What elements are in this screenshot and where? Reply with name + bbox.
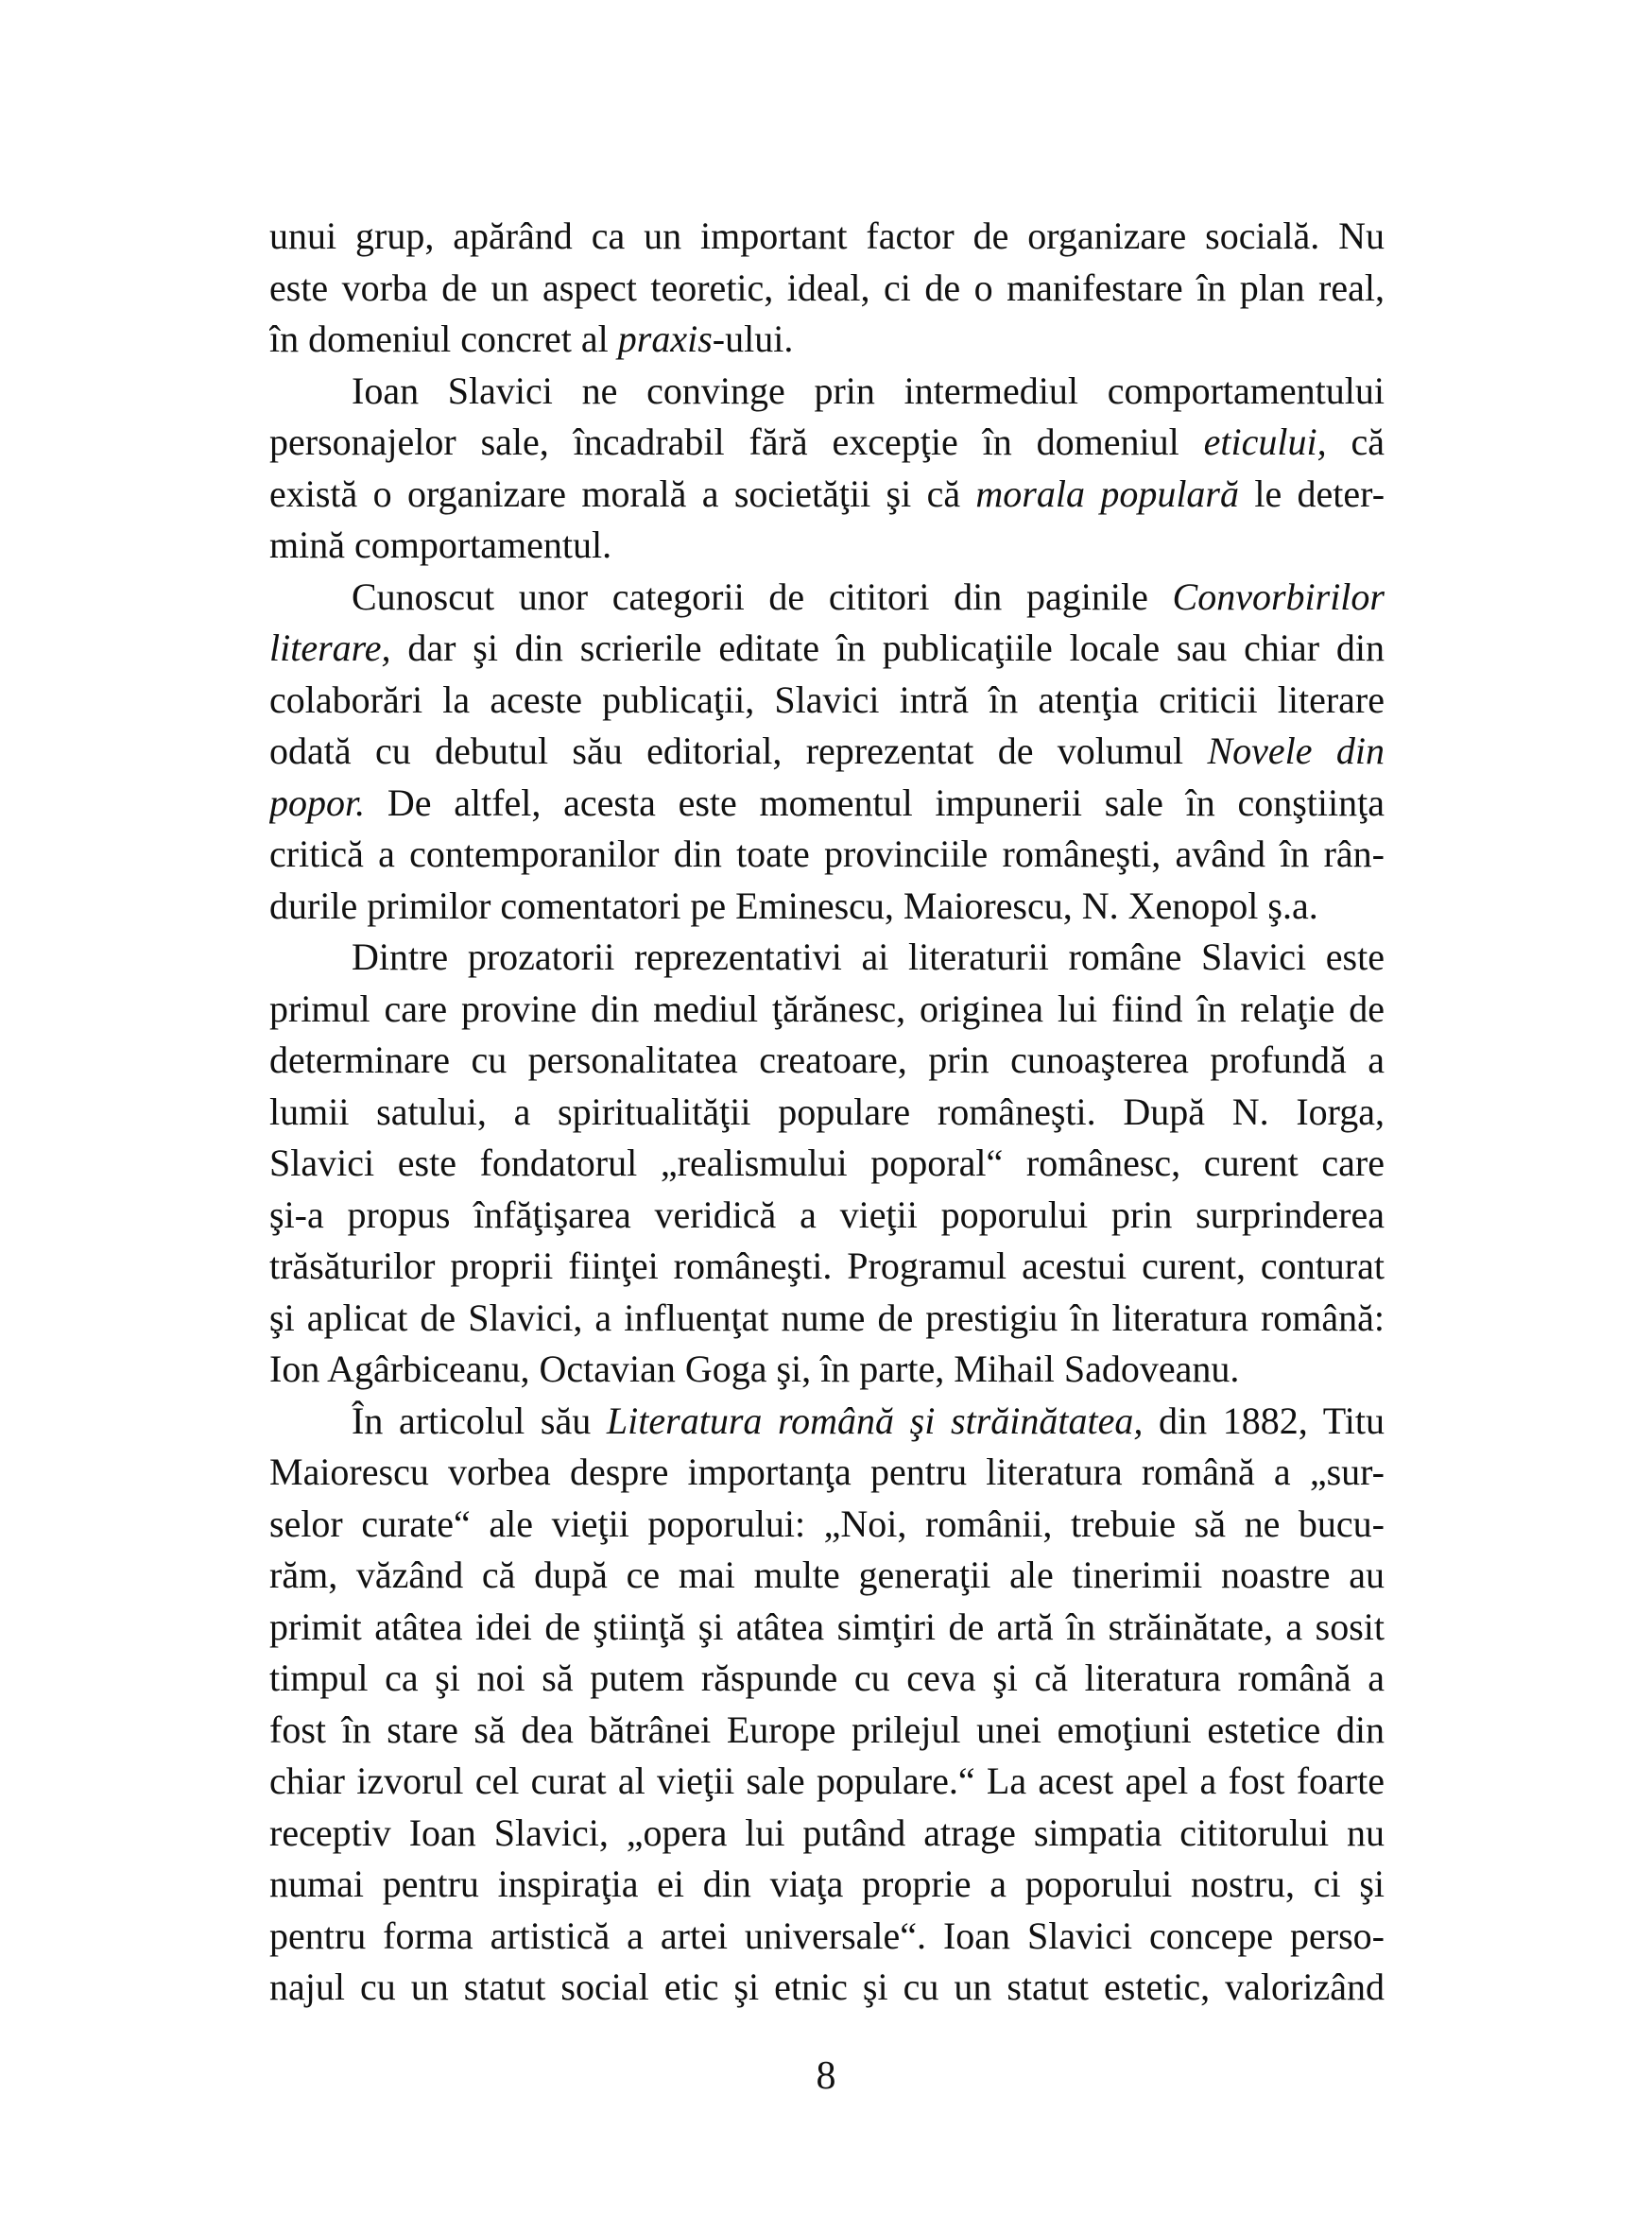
text-segment: Cunoscut unor categorii de cititori din paginile (352, 575, 1173, 618)
text-line (269, 1035, 1385, 1087)
text-segment: trăsăturilor proprii fiinţei româneşti. Programul acestui curent, conturat (269, 1245, 1385, 1287)
italic-text: praxis (617, 318, 713, 360)
text-segment: De altfel, acesta este momentul impunerii sale în conştiinţa (365, 781, 1385, 824)
text-segment: dar şi din scrierile editate în publicaţiile locale sau chiar din (390, 627, 1385, 669)
text-line (269, 675, 1385, 727)
text-line (269, 726, 1385, 778)
text-segment: chiar izvorul cel curat al vieţii sale populare.“ La acest apel a fost foarte (269, 1760, 1385, 1802)
text-line (269, 1190, 1385, 1242)
text-segment: selor curate“ ale vieţii poporului: „Noi, românii, trebuie să ne bucu- (269, 1502, 1385, 1545)
text-segment: durile primilor comentatori pe Eminescu, Maiorescu, N. Xenopol ş.a. (269, 884, 1318, 927)
page-number: 8 (816, 2054, 836, 2098)
text-segment: le deter- (1239, 472, 1385, 515)
text-line (269, 520, 1385, 572)
text-segment: şi-a propus înfăţişarea veridică a vieţii poporului prin surprinderea (269, 1193, 1385, 1236)
body-text (269, 211, 1385, 2014)
text-segment: Dintre prozatorii reprezentativi ai literaturii române Slavici este (352, 936, 1385, 978)
text-line (269, 623, 1385, 675)
text-line (269, 1859, 1385, 1911)
text-segment: din 1882, Titu (1143, 1399, 1385, 1442)
text-line (269, 211, 1385, 263)
text-segment: există o organizare morală a societăţii şi că (269, 472, 976, 515)
text-segment: unui grup, apărând ca un important factor de organizare socială. Nu (269, 215, 1385, 257)
italic-text: Literatura română şi străinătatea, (606, 1399, 1144, 1442)
text-segment: Ion Agârbiceanu, Octavian Goga şi, în parte, Mihail Sadoveanu. (269, 1348, 1240, 1390)
text-segment: fost în stare să dea bătrânei Europe prilejul unei emoţiuni estetice din (269, 1708, 1385, 1751)
text-line (269, 1705, 1385, 1757)
text-segment: Ioan Slavici ne convinge prin intermediul comportamentului (352, 369, 1385, 412)
text-line (269, 1550, 1385, 1602)
text-segment: primul care provine din mediul ţărănesc, originea lui fiind în relaţie de (269, 987, 1385, 1030)
text-line (269, 1447, 1385, 1499)
italic-text: Novele din (1207, 730, 1385, 772)
text-segment: pentru forma artistică a artei universale“. Ioan Slavici concepe perso- (269, 1914, 1385, 1957)
text-segment: Maiorescu vorbea despre importanţa pentru literatura română a „sur- (269, 1451, 1385, 1493)
text-segment: primit atâtea idei de ştiinţă şi atâtea simţiri de artă în străinătate, a sosit (269, 1605, 1385, 1648)
text-line (269, 1653, 1385, 1705)
text-line (269, 1756, 1385, 1808)
paragraph-first-line (269, 932, 1385, 984)
paragraph-first-line (269, 572, 1385, 624)
italic-text: Convorbirilor (1172, 575, 1385, 618)
text-line (269, 1087, 1385, 1139)
text-line (269, 1499, 1385, 1551)
paragraph-first-line (269, 1396, 1385, 1448)
text-segment: numai pentru inspiraţia ei din viaţa proprie a poporului nostru, ci şi (269, 1863, 1385, 1905)
paragraph-first-line (269, 366, 1385, 418)
text-segment: critică a contemporanilor din toate provinciile româneşti, având în rân- (269, 833, 1385, 875)
text-segment: receptiv Ioan Slavici, „opera lui putând atrage simpatia cititorului nu (269, 1811, 1385, 1854)
text-line (269, 984, 1385, 1036)
text-line (269, 469, 1385, 521)
italic-text: popor. (269, 781, 366, 824)
text-line (269, 1962, 1385, 2014)
text-segment: najul cu un statut social etic şi etnic şi cu un statut estetic, valorizând (269, 1966, 1385, 2008)
text-line (269, 1241, 1385, 1293)
text-line (269, 1808, 1385, 1860)
text-segment: lumii satului, a spiritualităţii populare româneşti. După N. Iorga, (269, 1090, 1385, 1133)
text-segment: odată cu debutul său editorial, reprezentat de volumul (269, 730, 1208, 772)
italic-text: literare, (269, 627, 391, 669)
text-line (269, 1602, 1385, 1654)
text-line (269, 314, 1385, 366)
italic-text: morala populară (975, 472, 1240, 515)
text-segment: mină comportamentul. (269, 524, 612, 566)
text-line (269, 1344, 1385, 1396)
text-segment: personajelor sale, încadrabil fără excepţie în domeniul (269, 421, 1204, 463)
text-line (269, 1138, 1385, 1190)
text-segment: Slavici este fondatorul „realismului poporal“ românesc, curent care (269, 1142, 1385, 1184)
italic-text: eticului, (1203, 421, 1327, 463)
text-segment: colaborări la aceste publicaţii, Slavici intră în atenţia criticii literare (269, 678, 1385, 721)
text-segment: În articolul său (352, 1399, 607, 1442)
text-line (269, 263, 1385, 315)
text-segment: determinare cu personalitatea creatoare, prin cunoaşterea profundă a (269, 1039, 1385, 1081)
text-line (269, 881, 1385, 933)
text-line (269, 829, 1385, 881)
text-segment: răm, văzând că după ce mai multe generaţii ale tinerimii noastre au (269, 1554, 1385, 1596)
text-line (269, 1911, 1385, 1963)
text-segment: şi aplicat de Slavici, a influenţat nume de prestigiu în literatura română: (269, 1296, 1385, 1339)
text-segment: este vorba de un aspect teoretic, ideal, ci de o manifestare în plan real, (269, 266, 1385, 309)
text-line (269, 417, 1385, 469)
text-line (269, 1293, 1385, 1345)
text-segment: -ului. (712, 318, 794, 360)
text-segment: că (1326, 421, 1385, 463)
text-segment: timpul ca şi noi să putem răspunde cu ceva şi că literatura română a (269, 1657, 1385, 1699)
text-segment: în domeniul concret al (269, 318, 618, 360)
text-line (269, 778, 1385, 830)
